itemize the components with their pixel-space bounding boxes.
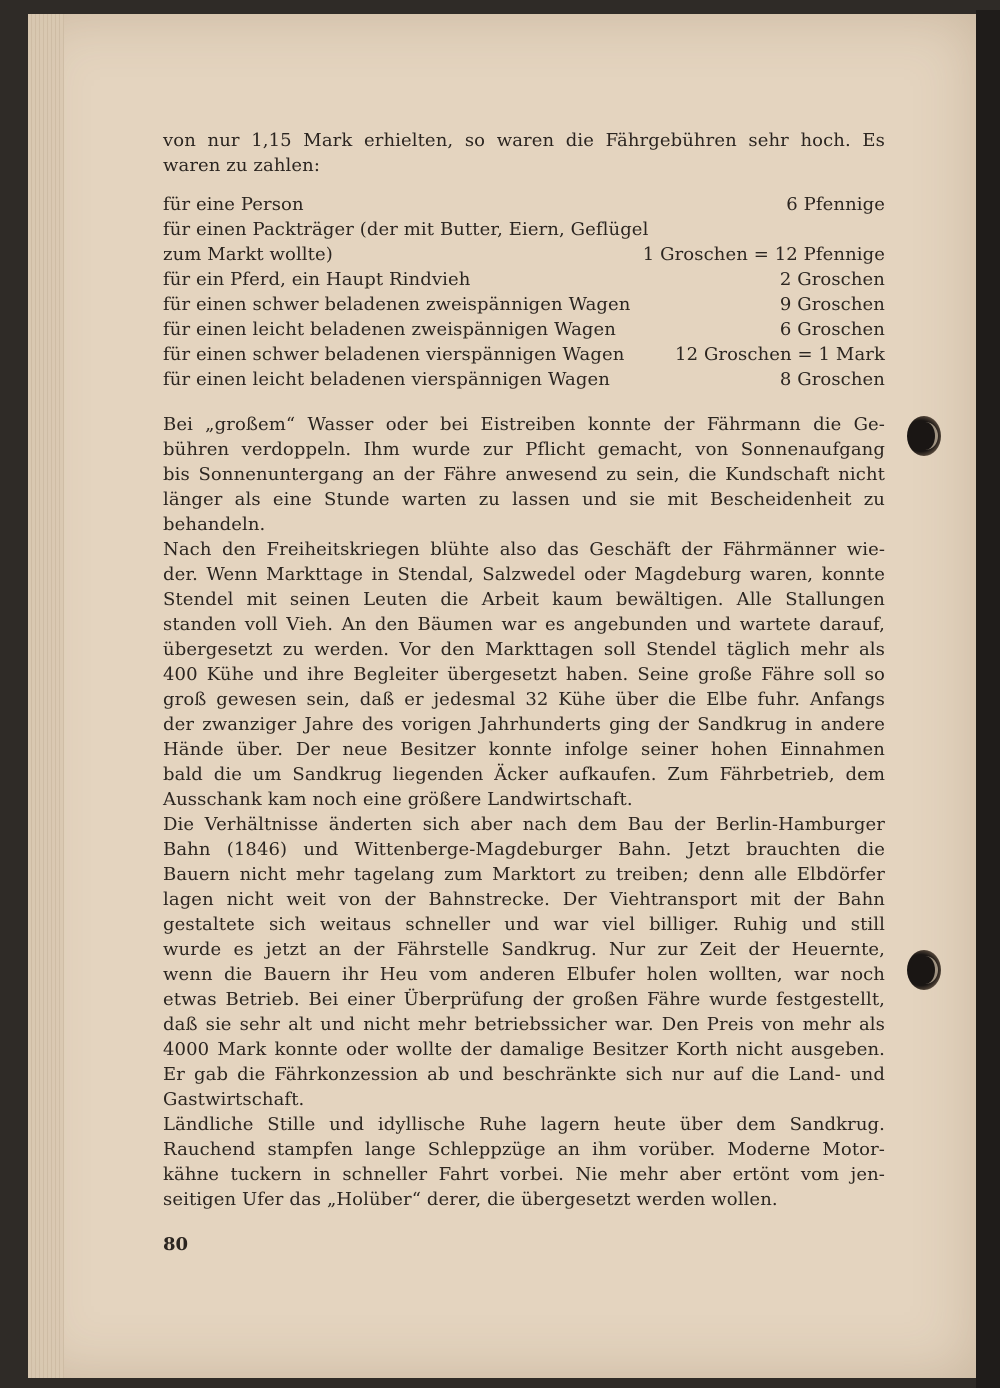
fee-value: 8 Groschen <box>779 369 885 390</box>
fee-value: 12 Groschen = 1 Mark <box>675 344 885 365</box>
body-line: Er gab die Fährkonzession ab und beschränkte sich nur auf die Land- und <box>163 1064 885 1085</box>
fee-row <box>163 367 885 392</box>
fee-row <box>163 342 885 367</box>
fee-row <box>163 242 885 267</box>
fee-row <box>163 317 885 342</box>
fee-label: für einen schwer beladenen zweispännigen Wagen <box>163 294 631 315</box>
body-line: groß gewesen sein, daß er jedesmal 32 Kühe über die Elbe fuhr. Anfangs <box>163 689 885 710</box>
body-line: seitigen Ufer das „Holüber“ derer, die übergesetzt werden wollen. <box>163 1189 778 1210</box>
body-line: Die Verhältnisse änderten sich aber nach dem Bau der Berlin-Hamburger <box>163 814 885 835</box>
body-line: übergesetzt zu werden. Vor den Markttagen soll Stendel täglich mehr als <box>163 639 885 660</box>
fee-value: 2 Groschen <box>779 269 885 290</box>
body-line: behandeln. <box>163 514 266 535</box>
punch-hole-icon <box>907 950 941 990</box>
body-line: daß sie sehr alt und nicht mehr betriebssicher war. Den Preis von mehr als <box>163 1014 885 1035</box>
body-line: kähne tuckern in schneller Fahrt vorbei. Nie mehr aber ertönt vom jen- <box>163 1164 885 1185</box>
fee-value: 6 Pfennige <box>786 194 885 215</box>
intro-line: von nur 1,15 Mark erhielten, so waren die Fährgebühren sehr hoch. Es <box>163 130 885 151</box>
body-line: wenn die Bauern ihr Heu vom anderen Elbufer holen wollten, war noch <box>163 964 885 985</box>
binding-strip <box>976 10 1000 1388</box>
fee-label: für eine Person <box>163 194 304 215</box>
body-line: Ländliche Stille und idyllische Ruhe lagern heute über dem Sandkrug. <box>163 1114 885 1135</box>
body-text <box>163 412 885 1212</box>
body-line: 4000 Mark konnte oder wollte der damalige Besitzer Korth nicht ausgeben. <box>163 1039 885 1060</box>
fee-row <box>163 292 885 317</box>
fee-label: für einen leicht beladenen vierspännigen Wagen <box>163 369 610 390</box>
body-line: Bei „großem“ Wasser oder bei Eistreiben konnte der Fährmann die Ge- <box>163 414 885 435</box>
fee-row <box>163 192 885 217</box>
fee-row <box>163 267 885 292</box>
body-line: lagen nicht weit von der Bahnstrecke. Der Viehtransport mit der Bahn <box>163 889 885 910</box>
body-line: bühren verdoppeln. Ihm wurde zur Pflicht gemacht, von Sonnenaufgang <box>163 439 885 460</box>
body-line: Bahn (1846) und Wittenberge-Magdeburger Bahn. Jetzt brauchten die <box>163 839 885 860</box>
page-number: 80 <box>163 1234 189 1255</box>
fee-value: 9 Groschen <box>779 294 885 315</box>
page-edges <box>28 14 64 1378</box>
fee-value: 6 Groschen <box>779 319 885 340</box>
fee-table <box>163 192 885 392</box>
fee-row <box>163 217 885 242</box>
body-line: der. Wenn Markttage in Stendal, Salzwedel oder Magdeburg waren, konnte <box>163 564 885 585</box>
body-line: Nach den Freiheitskriegen blühte also das Geschäft der Fährmänner wie- <box>163 539 885 560</box>
body-line: gestaltete sich weitaus schneller und war viel billiger. Ruhig und still <box>163 914 885 935</box>
body-line: Stendel mit seinen Leuten die Arbeit kaum bewältigen. Alle Stallungen <box>163 589 885 610</box>
body-line: länger als eine Stunde warten zu lassen und sie mit Bescheidenheit zu <box>163 489 885 510</box>
body-line: Gastwirtschaft. <box>163 1089 305 1110</box>
body-line: wurde es jetzt an der Fährstelle Sandkrug. Nur zur Zeit der Heuernte, <box>163 939 885 960</box>
fee-label: für einen leicht beladenen zweispännigen Wagen <box>163 319 616 340</box>
punch-hole-icon <box>907 416 941 456</box>
fee-label: zum Markt wollte) <box>163 244 333 265</box>
body-line: 400 Kühe und ihre Begleiter übergesetzt haben. Seine große Fähre soll so <box>163 664 885 685</box>
body-line: Ausschank kam noch eine größere Landwirtschaft. <box>163 789 633 810</box>
fee-label: für ein Pferd, ein Haupt Rindvieh <box>163 269 471 290</box>
intro-paragraph <box>163 128 885 178</box>
fee-label: für einen schwer beladenen vierspännigen Wagen <box>163 344 625 365</box>
body-line: bis Sonnenuntergang an der Fähre anwesend zu sein, die Kundschaft nicht <box>163 464 885 485</box>
fee-value: 1 Groschen = 12 Pfennige <box>642 244 885 265</box>
body-line: etwas Betrieb. Bei einer Überprüfung der großen Fähre wurde festgestellt, <box>163 989 885 1010</box>
body-line: bald die um Sandkrug liegenden Äcker aufkaufen. Zum Fährbetrieb, dem <box>163 764 885 785</box>
body-line: standen voll Vieh. An den Bäumen war es angebunden und wartete darauf, <box>163 614 885 635</box>
body-line: Rauchend stampfen lange Schleppzüge an ihm vorüber. Moderne Motor- <box>163 1139 885 1160</box>
fee-label: für einen Packträger (der mit Butter, Eiern, Geflügel <box>163 219 649 240</box>
intro-line: waren zu zahlen: <box>163 155 320 176</box>
body-line: Hände über. Der neue Besitzer konnte infolge seiner hohen Einnahmen <box>163 739 885 760</box>
body-line: Bauern nicht mehr tagelang zum Marktort zu treiben; denn alle Elbdörfer <box>163 864 885 885</box>
body-line: der zwanziger Jahre des vorigen Jahrhunderts ging der Sandkrug in andere <box>163 714 885 735</box>
